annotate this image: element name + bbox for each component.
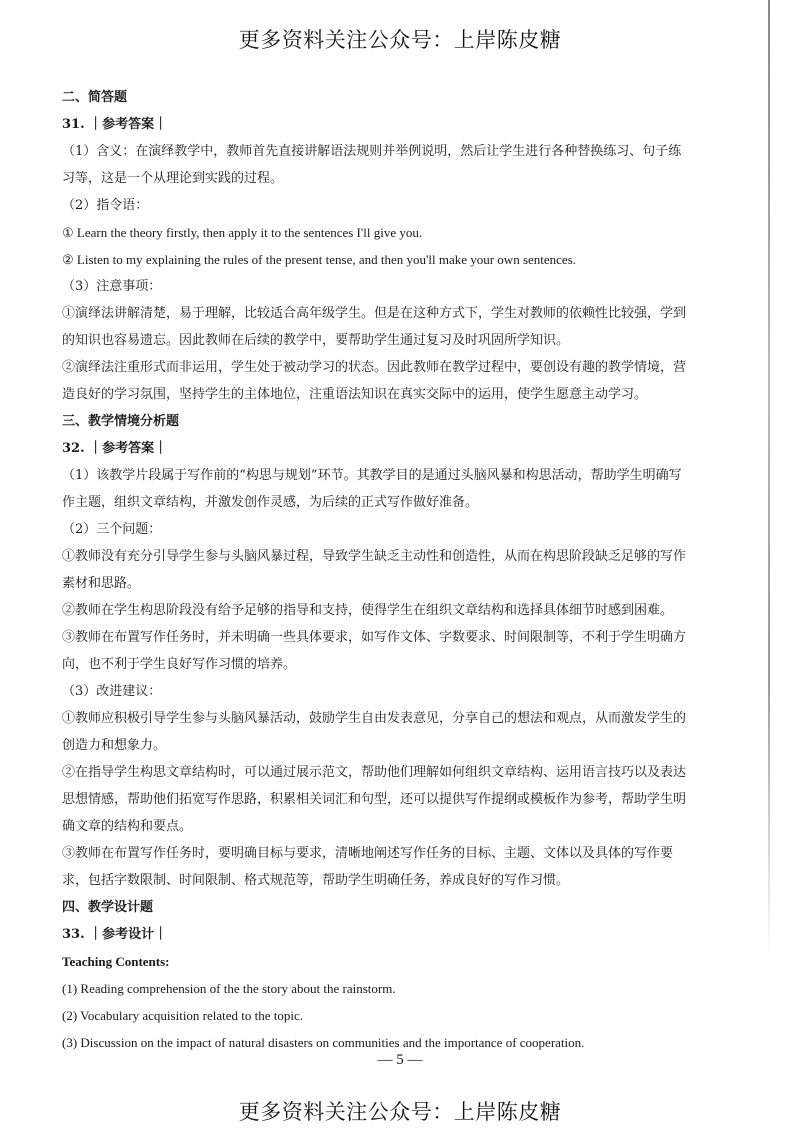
- paragraph: ③教师在布置写作任务时，并未明确一些具体要求，如写作文体、字数要求、时间限制等，不利于学生明确方向，也不利于学生良好写作习惯的培养。: [62, 630, 687, 672]
- english-line: ① Learn the theory firstly, then apply it to the sentences I'll give you.: [62, 225, 423, 240]
- english-line: (3) Discussion on the impact of natural disasters on communities and the importance of cooperation.: [62, 1035, 585, 1050]
- english-line: (1) Reading comprehension of the the story about the rainstorm.: [62, 981, 396, 996]
- paragraph: ②在指导学生构思文章结构时，可以通过展示范文，帮助他们理解如何组织文章结构、运用语言技巧以及表达思想情感，帮助他们拓宽写作思路，积累相关词汇和句型，还可以提供写作提纲或模板作为参考，帮助学生明确文章的结构和要点。: [62, 765, 687, 834]
- paragraph: （3）注意事项：: [62, 279, 162, 294]
- answer-label: 32. ｜参考答案｜: [62, 441, 168, 456]
- paragraph: （3）改进建议：: [62, 684, 162, 699]
- section-heading: 四、教学设计题: [62, 900, 154, 915]
- paragraph: （1）含义：在演绎教学中，教师首先直接讲解语法规则并举例说明，然后让学生进行各种替换练习、句子练习等，这是一个从理论到实践的过程。: [62, 144, 682, 186]
- banner-top: 更多资料关注公众号：上岸陈皮糖: [238, 28, 562, 52]
- page-number: — 5 —: [377, 1052, 423, 1068]
- paragraph: （1）该教学片段属于写作前的“构思与规划”环节。其教学目的是通过头脑风暴和构思活动，帮助学生明确写作主题，组织文章结构，并激发创作灵感，为后续的正式写作做好准备。: [62, 468, 682, 510]
- paragraph: ③教师在布置写作任务时，要明确目标与要求，清晰地阐述写作任务的目标、主题、文体以及具体的写作要求，包括字数限制、时间限制、格式规范等，帮助学生明确任务，养成良好的写作习惯。: [62, 846, 674, 888]
- paragraph: ②演绎法注重形式而非运用，学生处于被动学习的状态。因此教师在教学过程中，要创设有趣的教学情境，营造良好的学习氛围，坚持学生的主体地位，注重语法知识在真实交际中的运用，使学生愿意主动学习。: [62, 360, 687, 402]
- paragraph: ①教师没有充分引导学生参与头脑风暴过程，导致学生缺乏主动性和创造性，从而在构思阶段缺乏足够的写作素材和思路。: [62, 549, 687, 591]
- english-line: ② Listen to my explaining the rules of the present tense, and then you'll make your own sentences.: [62, 252, 577, 267]
- scan-edge-line: [768, 0, 770, 960]
- section-heading: 二、简答题: [62, 90, 128, 105]
- section-heading: 三、教学情境分析题: [62, 414, 180, 429]
- answer-label: 31. ｜参考答案｜: [62, 117, 168, 132]
- english-heading: Teaching Contents:: [62, 954, 170, 969]
- paragraph: ②教师在学生构思阶段没有给予足够的指导和支持，使得学生在组织文章结构和选择具体细节时感到困难。: [62, 603, 674, 618]
- answer-label: 33. ｜参考设计｜: [62, 927, 168, 942]
- english-line: (2) Vocabulary acquisition related to the topic.: [62, 1008, 304, 1023]
- paragraph: ①演绎法讲解清楚，易于理解，比较适合高年级学生。但是在这种方式下，学生对教师的依赖性比较强，学到的知识也容易遗忘。因此教师在后续的教学中，要帮助学生通过复习及时巩固所学知识。: [62, 306, 687, 348]
- paragraph: ①教师应积极引导学生参与头脑风暴活动，鼓励学生自由发表意见，分享自己的想法和观点，从而激发学生的创造力和想象力。: [62, 711, 687, 753]
- paragraph: （2）指令语：: [62, 198, 149, 213]
- banner-bottom: 更多资料关注公众号：上岸陈皮糖: [238, 1100, 562, 1124]
- paragraph: （2）三个问题：: [62, 522, 162, 537]
- document-body: [62, 84, 694, 1056]
